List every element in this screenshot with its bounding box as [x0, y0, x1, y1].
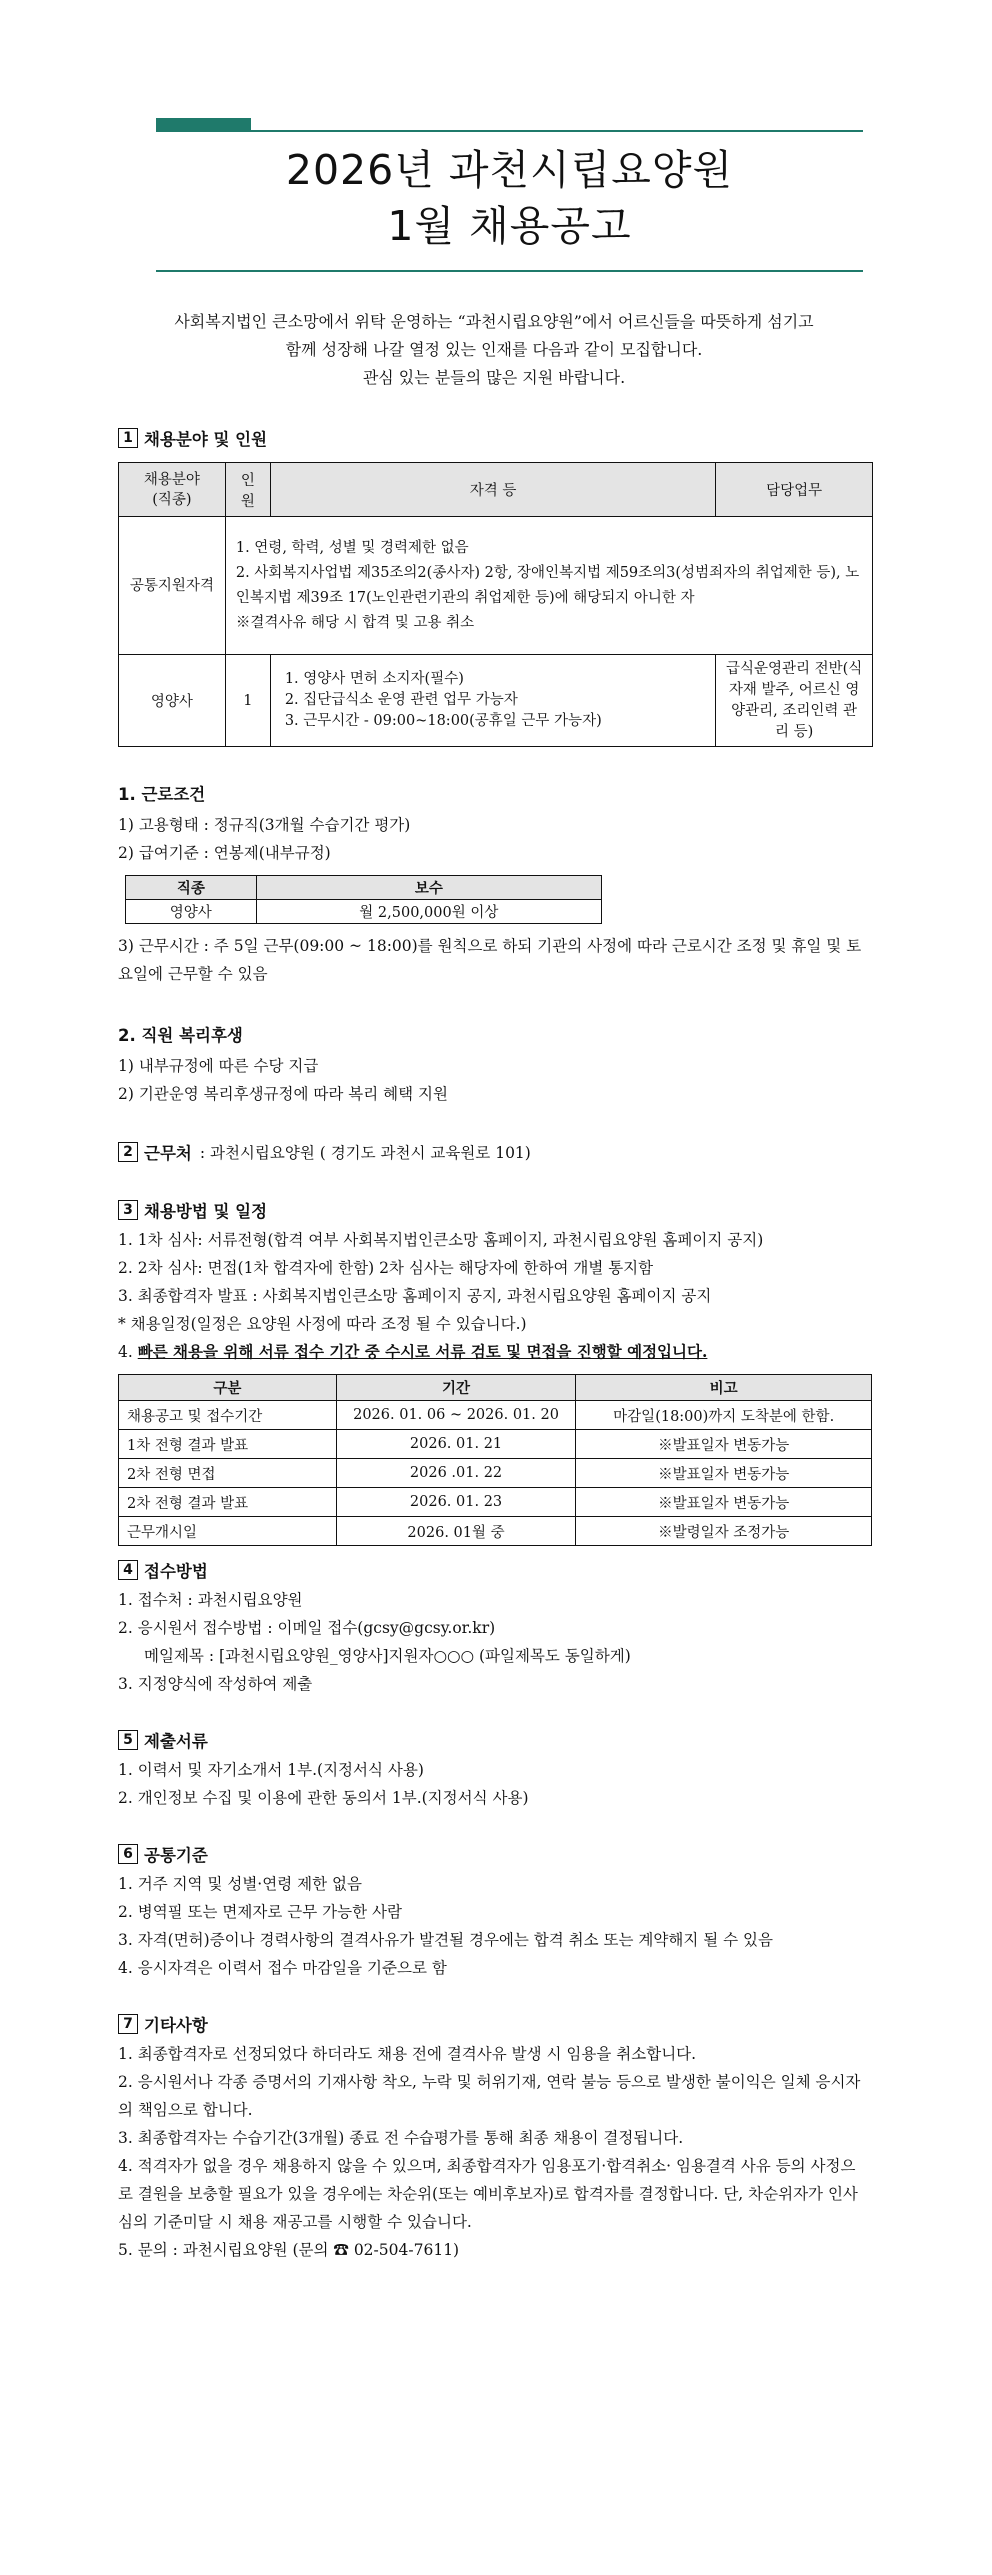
title-accent-bar: [156, 118, 251, 130]
contact-line: 5. 문의 : 과천시립요양원 (문의 ☎ 02-504-7611): [118, 2241, 460, 2259]
schedule-cell: 1차 전형 결과 발표: [119, 1430, 337, 1459]
section-number: 7: [118, 2014, 138, 2034]
common-quals: [225, 517, 872, 655]
condition-line: 2) 급여기준 : 연봉제(내부규정): [118, 844, 331, 862]
schedule-line: 1. 1차 심사: 서류전형(합격 여부 사회복지법인큰소망 홈페이지, 과천시립요양원 홈페이지 공지): [118, 1231, 764, 1249]
section-heading: [118, 426, 870, 450]
intro-line: 관심 있는 분들의 많은 지원 바랍니다.: [362, 368, 626, 387]
criteria-line: 3. 자격(면허)증이나 경력사항의 결격사유가 발견될 경우에는 합격 취소 또는 계약해지 될 수 있음: [118, 1931, 773, 1949]
qual-item: 1. 영양사 면허 소지자(필수): [284, 671, 464, 687]
schedule-cell: ※발표일자 변동가능: [576, 1459, 872, 1488]
table-row: [119, 1488, 872, 1517]
pay-cell: 영양사: [126, 900, 257, 924]
document-line: 1. 이력서 및 자기소개서 1부.(지정서식 사용): [118, 1761, 424, 1779]
section-heading: [118, 1558, 870, 1582]
section-heading: [118, 1198, 870, 1222]
recruit-table: [118, 462, 873, 747]
qual-item: 3. 근무시간 - 09:00~18:00(공휴일 근무 가능자): [284, 713, 602, 729]
section-number: 6: [118, 1844, 138, 1864]
condition-line: 3) 근무시간 : 주 5일 근무(09:00 ~ 18:00)를 원칙으로 하되 기관의 사정에 따라 근로시간 조정 및 휴일 및 토요일에 근무할 수 있음: [118, 937, 862, 983]
common-item: ※결격사유 해당 시 합격 및 고용 취소: [235, 614, 475, 631]
condition-line: 1) 고용형태 : 정규직(3개월 수습기간 평가): [118, 816, 411, 834]
section-recruit-field: [118, 426, 870, 747]
schedule-line: 2. 2차 심사: 면접(1차 합격자에 한함) 2차 심사는 해당자에 한하여 개별 통지함: [118, 1259, 654, 1277]
schedule-cell: 채용공고 및 접수기간: [119, 1401, 337, 1430]
title-line-1: 2026년 과천시립요양원: [285, 146, 734, 194]
section-number: 4: [118, 1560, 138, 1580]
section-number: 3: [118, 1200, 138, 1220]
schedule-cell: 2026. 01월 중: [336, 1517, 576, 1546]
section-documents: [118, 1728, 870, 1812]
section-heading: [118, 1140, 870, 1164]
section-heading: [118, 1728, 870, 1752]
pay-header: 보수: [256, 876, 601, 900]
page-title: [156, 130, 863, 272]
misc-line: 4. 적격자가 없을 경우 채용하지 않을 수 있으며, 최종합격자가 임용포기·합격취소· 임용결격 사유 등의 사정으로 결원을 보충할 필요가 있을 경우에는 차순위(또는 예비후보자)로 합격자를 결정합니다. 단, 차순위자가 인사심의 기준미달 시 채용 재공고를 시행할 수 있습니다.: [118, 2157, 858, 2231]
schedule-cell: 2026 .01. 22: [336, 1459, 576, 1488]
section-title: 1. 근로조건: [118, 785, 206, 804]
table-row: [119, 1459, 872, 1488]
row-field: 영양사: [119, 655, 226, 747]
row-quals: [270, 655, 715, 747]
application-line: 2. 응시원서 접수방법 : 이메일 접수(gcsy@gcsy.or.kr): [118, 1619, 496, 1637]
section-title: 근무처: [144, 1144, 192, 1163]
pay-header: 직종: [126, 876, 257, 900]
section-number: 2: [118, 1142, 138, 1162]
schedule-header: 구분: [119, 1375, 337, 1401]
schedule-cell: ※발령일자 조정가능: [576, 1517, 872, 1546]
section-title: 2. 직원 복리후생: [118, 1026, 243, 1045]
common-label: 공통지원자격: [119, 517, 226, 655]
document-line: 2. 개인정보 수집 및 이용에 관한 동의서 1부.(지정서식 사용): [118, 1789, 529, 1807]
section-heading: [118, 1842, 870, 1866]
title-line-2: 1월 채용공고: [387, 202, 632, 250]
pay-cell: 월 2,500,000원 이상: [256, 900, 601, 924]
welfare-line: 2) 기관운영 복리후생규정에 따라 복리 혜택 지원: [118, 1085, 448, 1103]
schedule-cell: 마감일(18:00)까지 도착분에 한함.: [576, 1401, 872, 1430]
table-row: [119, 1517, 872, 1546]
section-number: 1: [118, 428, 138, 448]
section-heading: [118, 2012, 870, 2036]
workplace-address: : 과천시립요양원 ( 경기도 과천시 교육원로 101): [199, 1144, 531, 1162]
common-item: 2. 사회복지사업법 제35조의2(종사자) 2항, 장애인복지법 제59조의3(성범죄자의 취업제한 등), 노인복지법 제39조 17(노인관련기관의 취업제한 등)에 해당되지 아니한 자: [235, 564, 860, 606]
schedule-header: 비고: [576, 1375, 872, 1401]
emphasis-text: 빠른 채용을 위해 서류 접수 기간 중 수시로 서류 검토 및 면접을 진행할 예정입니다.: [137, 1342, 708, 1361]
schedule-cell: 2026. 01. 06 ~ 2026. 01. 20: [336, 1401, 576, 1430]
schedule-cell: 2026. 01. 23: [336, 1488, 576, 1517]
intro-line: 사회복지법인 큰소망에서 위탁 운영하는 “과천시립요양원”에서 어르신들을 따뜻하게 섬기고: [174, 312, 814, 331]
schedule-table: [118, 1374, 872, 1546]
criteria-line: 4. 응시자격은 이력서 접수 마감일을 기준으로 함: [118, 1959, 447, 1977]
title-block: [156, 118, 863, 272]
schedule-line: * 채용일정(일정은 요양원 사정에 따라 조정 될 수 있습니다.): [118, 1315, 527, 1333]
schedule-cell: 근무개시일: [119, 1517, 337, 1546]
title-top-rule: [156, 130, 863, 132]
criteria-line: 2. 병역필 또는 면제자로 근무 가능한 사람: [118, 1903, 402, 1921]
welfare-line: 1) 내부규정에 따른 수당 지급: [118, 1057, 319, 1075]
schedule-cell: ※발표일자 변동가능: [576, 1430, 872, 1459]
application-line: 1. 접수처 : 과천시립요양원: [118, 1591, 303, 1609]
header-field: 채용분야 (직종): [119, 463, 226, 517]
schedule-cell: 2차 전형 면접: [119, 1459, 337, 1488]
section-title: 공통기준: [144, 1846, 208, 1865]
section-schedule: [118, 1198, 870, 1546]
header-duty: 담당업무: [716, 463, 873, 517]
section-title: 기타사항: [144, 2016, 208, 2035]
schedule-cell: 2026. 01. 21: [336, 1430, 576, 1459]
common-item: 1. 연령, 학력, 성별 및 경력제한 없음: [235, 539, 469, 556]
schedule-cell: ※발표일자 변동가능: [576, 1488, 872, 1517]
section-misc: [118, 2012, 870, 2264]
section-title: 제출서류: [144, 1732, 208, 1751]
application-line: 메일제목 : [과천시립요양원_영양사]지원자○○○ (파일제목도 동일하게): [144, 1647, 631, 1665]
criteria-line: 1. 거주 지역 및 성별·연령 제한 없음: [118, 1875, 362, 1893]
line-prefix: 4.: [118, 1343, 138, 1361]
intro-line: 함께 성장해 나갈 열정 있는 인재를 다음과 같이 모집합니다.: [285, 340, 703, 359]
row-count: 1: [225, 655, 270, 747]
intro-text: [118, 308, 870, 392]
section-application: [118, 1558, 870, 1698]
section-title: 접수방법: [144, 1562, 208, 1581]
table-row: [119, 1430, 872, 1459]
misc-line: 1. 최종합격자로 선정되었다 하더라도 채용 전에 결격사유 발생 시 임용을 취소합니다.: [118, 2045, 697, 2063]
qual-item: 2. 집단급식소 운영 관련 업무 가능자: [284, 692, 518, 708]
application-line: 3. 지정양식에 작성하여 제출: [118, 1675, 313, 1693]
header-qual: 자격 등: [270, 463, 715, 517]
section-common-criteria: [118, 1842, 870, 1982]
header-count: 인원: [225, 463, 270, 517]
schedule-cell: 2차 전형 결과 발표: [119, 1488, 337, 1517]
table-row: [119, 1401, 872, 1430]
section-title: 채용분야 및 인원: [144, 430, 268, 449]
notice-page: [0, 118, 992, 2575]
section-title: 채용방법 및 일정: [144, 1202, 268, 1221]
schedule-header: 기간: [336, 1375, 576, 1401]
section-number: 5: [118, 1730, 138, 1750]
title-bottom-rule: [156, 270, 863, 272]
schedule-line: 3. 최종합격자 발표 : 사회복지법인큰소망 홈페이지 공지, 과천시립요양원 홈페이지 공지: [118, 1287, 712, 1305]
section-workplace: [118, 1140, 870, 1164]
row-duty: 급식운영관리 전반(식자재 발주, 어르신 영양관리, 조리인력 관리 등): [716, 655, 873, 747]
section-welfare: [118, 1022, 870, 1108]
section-conditions: [118, 781, 870, 988]
pay-table: [125, 875, 602, 924]
misc-line: 2. 응시원서나 각종 증명서의 기재사항 착오, 누락 및 허위기재, 연락 불능 등으로 발생한 불이익은 일체 응시자의 책임으로 합니다.: [118, 2073, 861, 2119]
schedule-line-emphasis: [118, 1338, 870, 1366]
misc-line: 3. 최종합격자는 수습기간(3개월) 종료 전 수습평가를 통해 최종 채용이 결정됩니다.: [118, 2129, 684, 2147]
